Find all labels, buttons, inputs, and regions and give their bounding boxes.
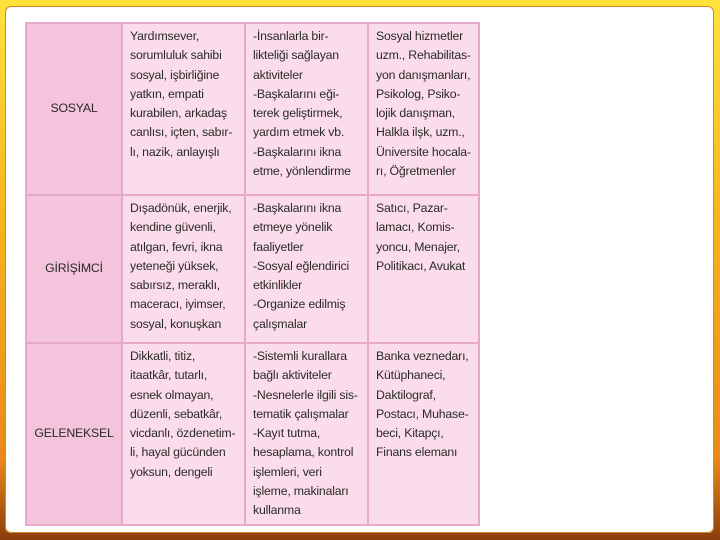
occupations-cell: Sosyal hizmetler uzm., Rehabilitas- yon danışmanları, Psikolog, Psiko- lojik danışman, Halkla ilşk, uzm., Üniversite hocala- rı, Öğretmenler <box>368 23 479 195</box>
type-cell: GELENEKSEL <box>26 343 122 525</box>
traits-cell: Yardımsever, sorumluluk sahibi sosyal, işbirliğine yatkın, empati kurabilen, arkadaş canlısı, içten, sabır- lı, nazik, anlayışlı <box>122 23 245 195</box>
activities-cell: -Başkalarını ikna etmeye yönelik faaliyetler -Sosyal eğlendirici etkinlikler -Organize edilmiş çalışmalar <box>245 195 368 343</box>
occupations-cell: Satıcı, Pazar- lamacı, Komis- yoncu, Menajer, Politikacı, Avukat <box>368 195 479 343</box>
occupations-cell: Banka veznedarı, Kütüphaneci, Daktilograf, Postacı, Muhase- beci, Kitapçı, Finans elemanı <box>368 343 479 525</box>
activities-cell: -İnsanlarla bir- likteliği sağlayan aktiviteler -Başkalarını eği- terek geliştirmek, yardım etmek vb. -Başkalarını ikna etme, yönlendirme <box>245 23 368 195</box>
traits-cell: Dikkatli, titiz, itaatkâr, tutarlı, esnek olmayan, düzenli, sebatkâr, vicdanlı, özdenetim- li, hayal gücünden yoksun, dengeli <box>122 343 245 525</box>
personality-occupation-table <box>25 22 480 526</box>
type-cell: SOSYAL <box>26 23 122 195</box>
activities-cell: -Sistemli kurallara bağlı aktiviteler -Nesnelerle ilgili sis- tematik çalışmalar -Kayıt tutma, hesaplama, kontrol işlemleri, veri işleme, makinaları kullanma <box>245 343 368 525</box>
table-row <box>26 343 479 525</box>
table-row <box>26 23 479 195</box>
table-row <box>26 195 479 343</box>
traits-cell: Dışadönük, enerjik, kendine güvenli, atılgan, fevri, ikna yeteneği yüksek, sabırsız, meraklı, maceracı, iyimser, sosyal, konuşkan <box>122 195 245 343</box>
slide <box>5 6 714 533</box>
type-cell: GİRİŞİMCİ <box>26 195 122 343</box>
